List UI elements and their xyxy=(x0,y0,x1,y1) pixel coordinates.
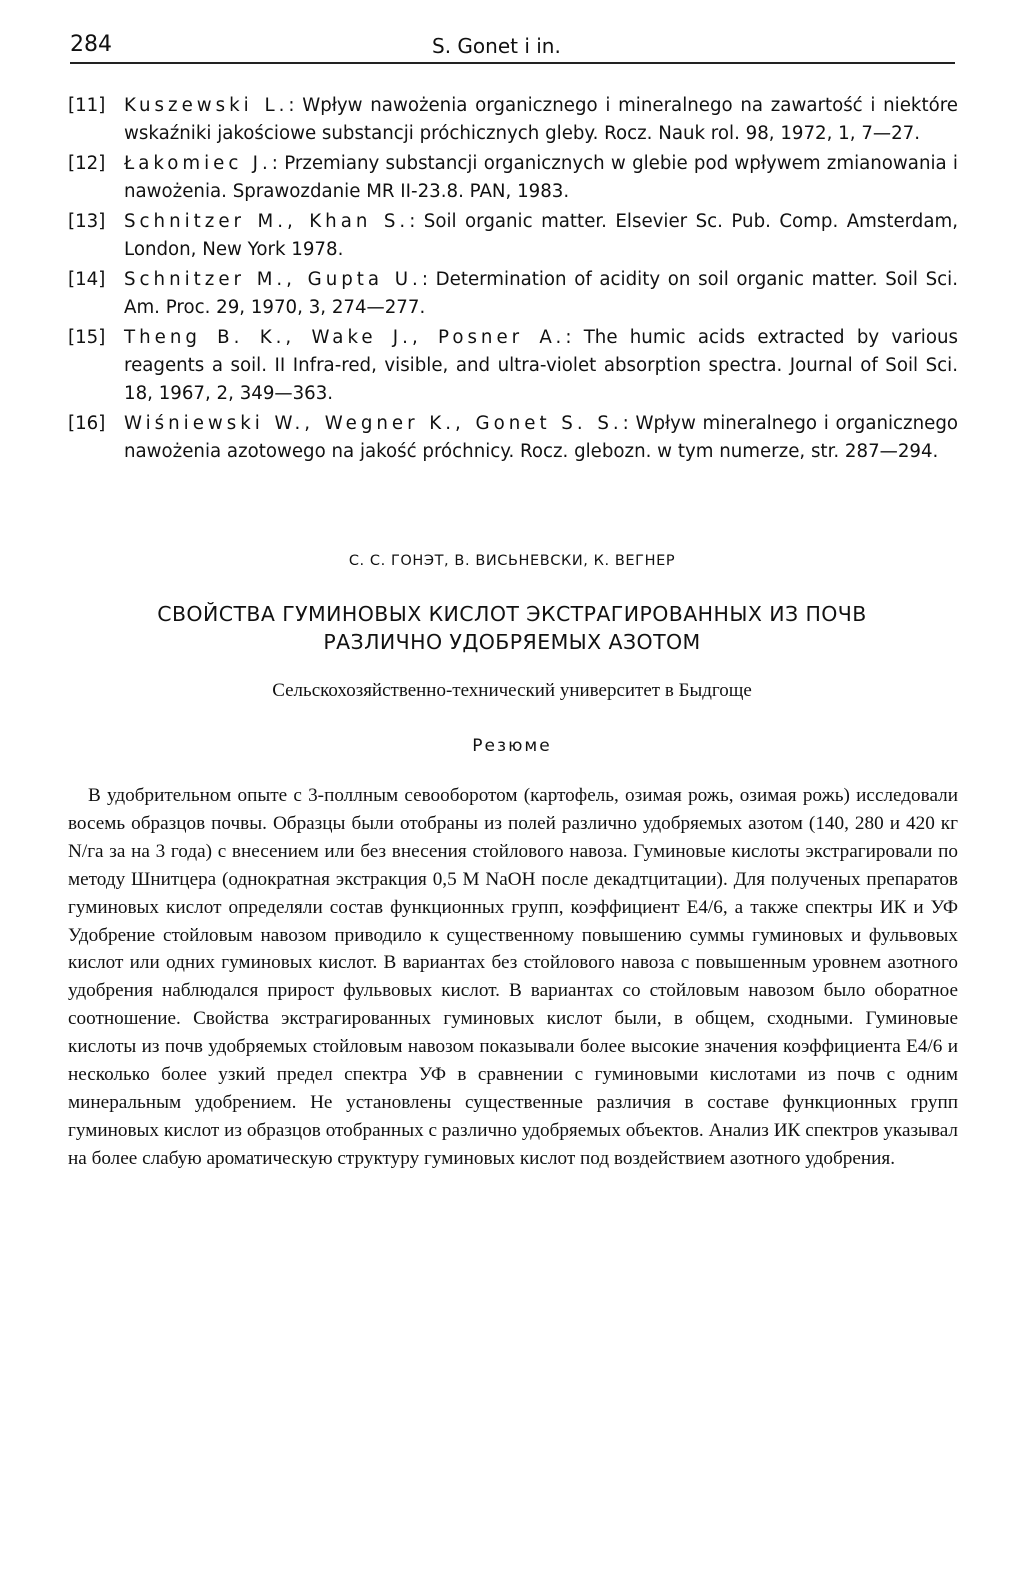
reference-author: Schnitzer M., Khan S. xyxy=(124,211,410,232)
summary-title xyxy=(0,600,1024,656)
header-rule xyxy=(70,62,955,64)
summary-heading: Резюме xyxy=(472,736,552,756)
reference-item xyxy=(68,92,958,148)
reference-text: : The humic acids extracted by various reagents a soil. II Infra-red, visible, and ultra-violet absorption spectra. Journal of Soil Sci. 18, 1967, 2, 349—363. xyxy=(124,327,958,404)
reference-author: Schnitzer M., Gupta U. xyxy=(124,269,422,290)
reference-item xyxy=(68,410,958,466)
summary-title-line: СВОЙСТВА ГУМИНОВЫХ КИСЛОТ ЭКСТРАГИРОВАННЫХ ИЗ ПОЧВ xyxy=(157,602,867,626)
reference-author: Kuszewski L. xyxy=(124,95,289,116)
reference-item xyxy=(68,266,958,322)
running-head: S. Gonet i in. xyxy=(432,34,561,58)
reference-list xyxy=(68,92,958,468)
reference-item xyxy=(68,208,958,264)
summary-title-line: РАЗЛИЧНО УДОБРЯЕМЫХ АЗОТОМ xyxy=(323,630,701,654)
running-header xyxy=(70,28,955,64)
reference-number: [15] xyxy=(68,327,106,348)
reference-number: [11] xyxy=(68,95,106,116)
reference-number: [13] xyxy=(68,211,106,232)
reference-text: : Wpływ mineralnego i organicznego nawożenia azotowego na jakość próchnicy. Rocz. glebozn. w tym numerze, str. 287—294. xyxy=(124,413,958,462)
reference-text: : Wpływ nawożenia organicznego i mineralnego na zawartość i niektóre wskaźniki jakościowe substancji próchicznych gleby. Rocz. Nauk rol. 98, 1972, 1, 7—27. xyxy=(124,95,958,144)
reference-text: : Determination of acidity on soil organic matter. Soil Sci. Am. Proc. 29, 1970, 3, 274—277. xyxy=(124,269,959,318)
page-number: 284 xyxy=(70,32,112,57)
summary-body xyxy=(68,782,958,1173)
reference-author: Wiśniewski W., Wegner K., Gonet S. S. xyxy=(124,413,623,434)
reference-number: [12] xyxy=(68,153,106,174)
summary-affiliation: Сельскохозяйственно-технический университет в Быдгоще xyxy=(272,680,752,701)
reference-item xyxy=(68,324,958,408)
summary-authors: С. С. ГОНЭТ, В. ВИСЬНЕВСКИ, К. ВЕГНЕР xyxy=(348,553,676,569)
reference-author: Theng B. K., Wake J., Posner A. xyxy=(124,327,566,348)
reference-number: [16] xyxy=(68,413,106,434)
reference-author: Łakomiec J. xyxy=(124,153,272,174)
reference-text: : Przemiany substancji organicznych w glebie pod wpływem zmianowania i nawożenia. Sprawozdanie MR II-23.8. PAN, 1983. xyxy=(124,153,958,202)
reference-item xyxy=(68,150,958,206)
reference-number: [14] xyxy=(68,269,106,290)
summary-text: В удобрительном опыте с 3-поллным севооборотом (картофель, озимая рожь, озимая рожь) исследовали восемь образцов почвы. Образцы были отобраны из полей различно удобряемых азотом (140, 280 и 420 кг N/га за на 3 года) с внесением или без внесения стойлового навоза. Гуминовые кислоты экстрагировали по методу Шнитцера (однократная экстракция 0,5 М NaOH после декадтцитации). Для полученых препаратов гуминовых кислот определяли состав функционных групп, коэффициент E4/6, а также спектры ИК и УФ Удобрение стойловым навозом приводило к существенному повышению суммы гуминовых и фульвовых кислот или одних гуминовых кислот. В вариантах без стойлового навоза с повышенным уровнем азотного удобрения наблюдался прирост фульвовых кислот. В вариантах со стойловым навозом было оборатное соотношение. Свойства экстрагированных гуминовых кислот были, в общем, сходными. Гуминовые кислоты из почв удобряемых стойловым навозом показывали более высокие значения коэффициента E4/6 и несколько более узкий предел спектра УФ в сравнении с гуминовыми кислотами из почв с одним минеральным удобрением. Не установлены существенные различия в составе функционных групп гуминовых кислот из образцов отобранных с различно удобряемых объектов. Анализ ИК спектров указывал на более слабую ароматическую структуру гуминовых кислот под воздействием азотного удобрения. xyxy=(68,785,958,1169)
reference-text: : Soil organic matter. Elsevier Sc. Pub. Comp. Amsterdam, London, New York 1978. xyxy=(124,211,958,260)
